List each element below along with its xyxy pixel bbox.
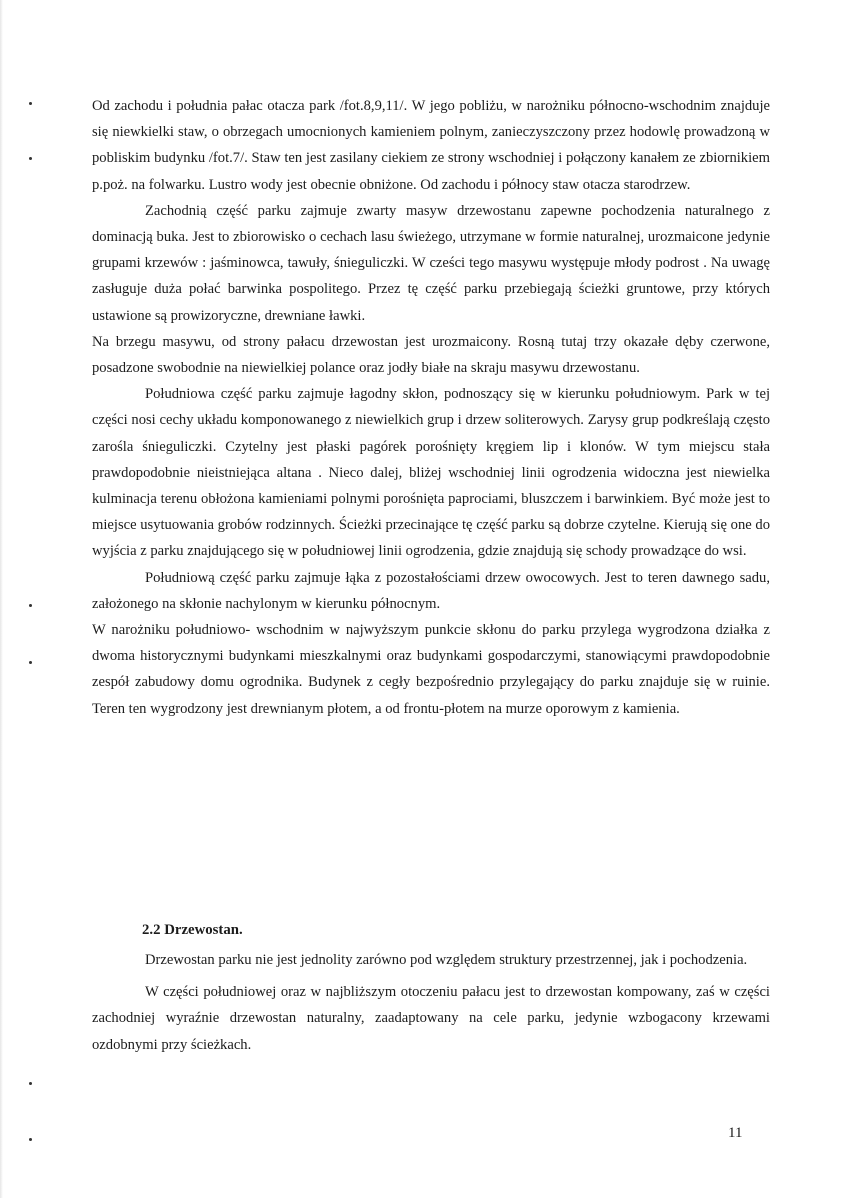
- paragraph: Zachodnią część parku zajmuje zwarty masyw drzewostanu zapewne pochodzenia naturalnego z dominacją buka. Jest to zbiorowisko o cechach lasu świeżego, utrzymane w formie naturalnej, urozmaicone jedynie grupami krzewów : jaśminowca, tawuły, śnieguliczki. W cześci tego masywu występuje młody podrost . Na uwagę zasługuje duża połać barwinka pospolitego. Przez tę część parku przebiegają ścieżki gruntowe, przy których ustawione są prowizoryczne, drewniane ławki.: [92, 202, 770, 324]
- margin-dot: [29, 1138, 32, 1141]
- paragraph: Południową część parku zajmuje łąka z pozostałościami drzew owocowych. Jest to teren dawnego sadu, założonego na skłonie nachylonym w kierunku północnym.: [92, 569, 770, 612]
- section-heading: 2.2 Drzewostan.: [142, 922, 243, 938]
- paragraph: W narożniku południowo- wschodnim w najwyższym punkcie skłonu do parku przylega wygrodzona działka z dwoma historycznymi budynkami mieszkalnymi oraz budynkami gospodarczymi, stanowiącymi prawdopodobnie zespół zabudowy domu ogrodnika. Budynek z cegły bezpośrednio przylegający do parku znajduje się w ruinie. Teren ten wygrodzony jest drewnianym płotem, a od frontu-płotem na murze oporowym z kamienia.: [92, 622, 770, 717]
- paragraph: Południowa część parku zajmuje łagodny skłon, podnoszący się w kierunku południowym. Park w tej części nosi cechy układu komponowanego z niewielkich grup i drzew soliterowych. Zarysy grup podkreślają często zarośla śnieguliczki. Czytelny jest płaski pagórek porośnięty kręgiem lip i klonów. W tym miejscu stała prawdopodobnie nieistniejąca altana . Nieco dalej, bliżej wschodniej linii ogrodzenia widoczna jest niewielka kulminacja terenu obłożona kamieniami polnymi porośnięta paprociami, bluszczem i barwinkiem. Być może jest to miejsce usytuowania grobów rodzinnych. Ścieżki przecinające tę część parku są dobrze czytelne. Kierują się one do wyjścia z parku znajdującego się w południowej linii ogrodzenia, gdzie znajdują się schody prowadzące do wsi.: [92, 386, 770, 560]
- margin-dot: [29, 1082, 32, 1085]
- margin-dot: [29, 604, 32, 607]
- scan-edge: [0, 0, 3, 1198]
- paragraph: W części południowej oraz w najbliższym otoczeniu pałacu jest to drzewostan kompowany, zaś w części zachodniej wyraźnie drzewostan naturalny, zaadaptowany na cele parku, jedynie wzbogacony krzewami ozdobnymi przy ścieżkach.: [92, 984, 770, 1053]
- body-text: [92, 93, 770, 722]
- paragraph: Od zachodu i południa pałac otacza park /fot.8,9,11/. W jego pobliżu, w narożniku północno-wschodnim znajduje się niewkielki staw, o obrzegach umocnionych kamieniem polnym, zanieczyszczony przez hodowlę prowadzoną w pobliskim budynku /fot.7/. Staw ten jest zasilany ciekiem ze strony wschodniej i połączony kanałem ze zbiornikiem p.poż. na folwarku. Lustro wody jest obecnie obniżone. Od zachodu i północy staw otacza starodrzew.: [92, 98, 770, 193]
- margin-dot: [29, 661, 32, 664]
- margin-dot: [29, 102, 32, 105]
- paragraph: Drzewostan parku nie jest jednolity zarówno pod względem struktury przestrzennej, jak i pochodzenia.: [145, 952, 748, 968]
- margin-dot: [29, 157, 32, 160]
- paragraph: Na brzegu masywu, od strony pałacu drzewostan jest urozmaicony. Rosną tutaj trzy okazałe dęby czerwone, posadzone swobodnie na niewielkiej polance oraz jodły białe na skraju masywu drzewostanu.: [92, 333, 770, 377]
- page-number: 11: [728, 1125, 743, 1141]
- section-body-text: [92, 947, 770, 1058]
